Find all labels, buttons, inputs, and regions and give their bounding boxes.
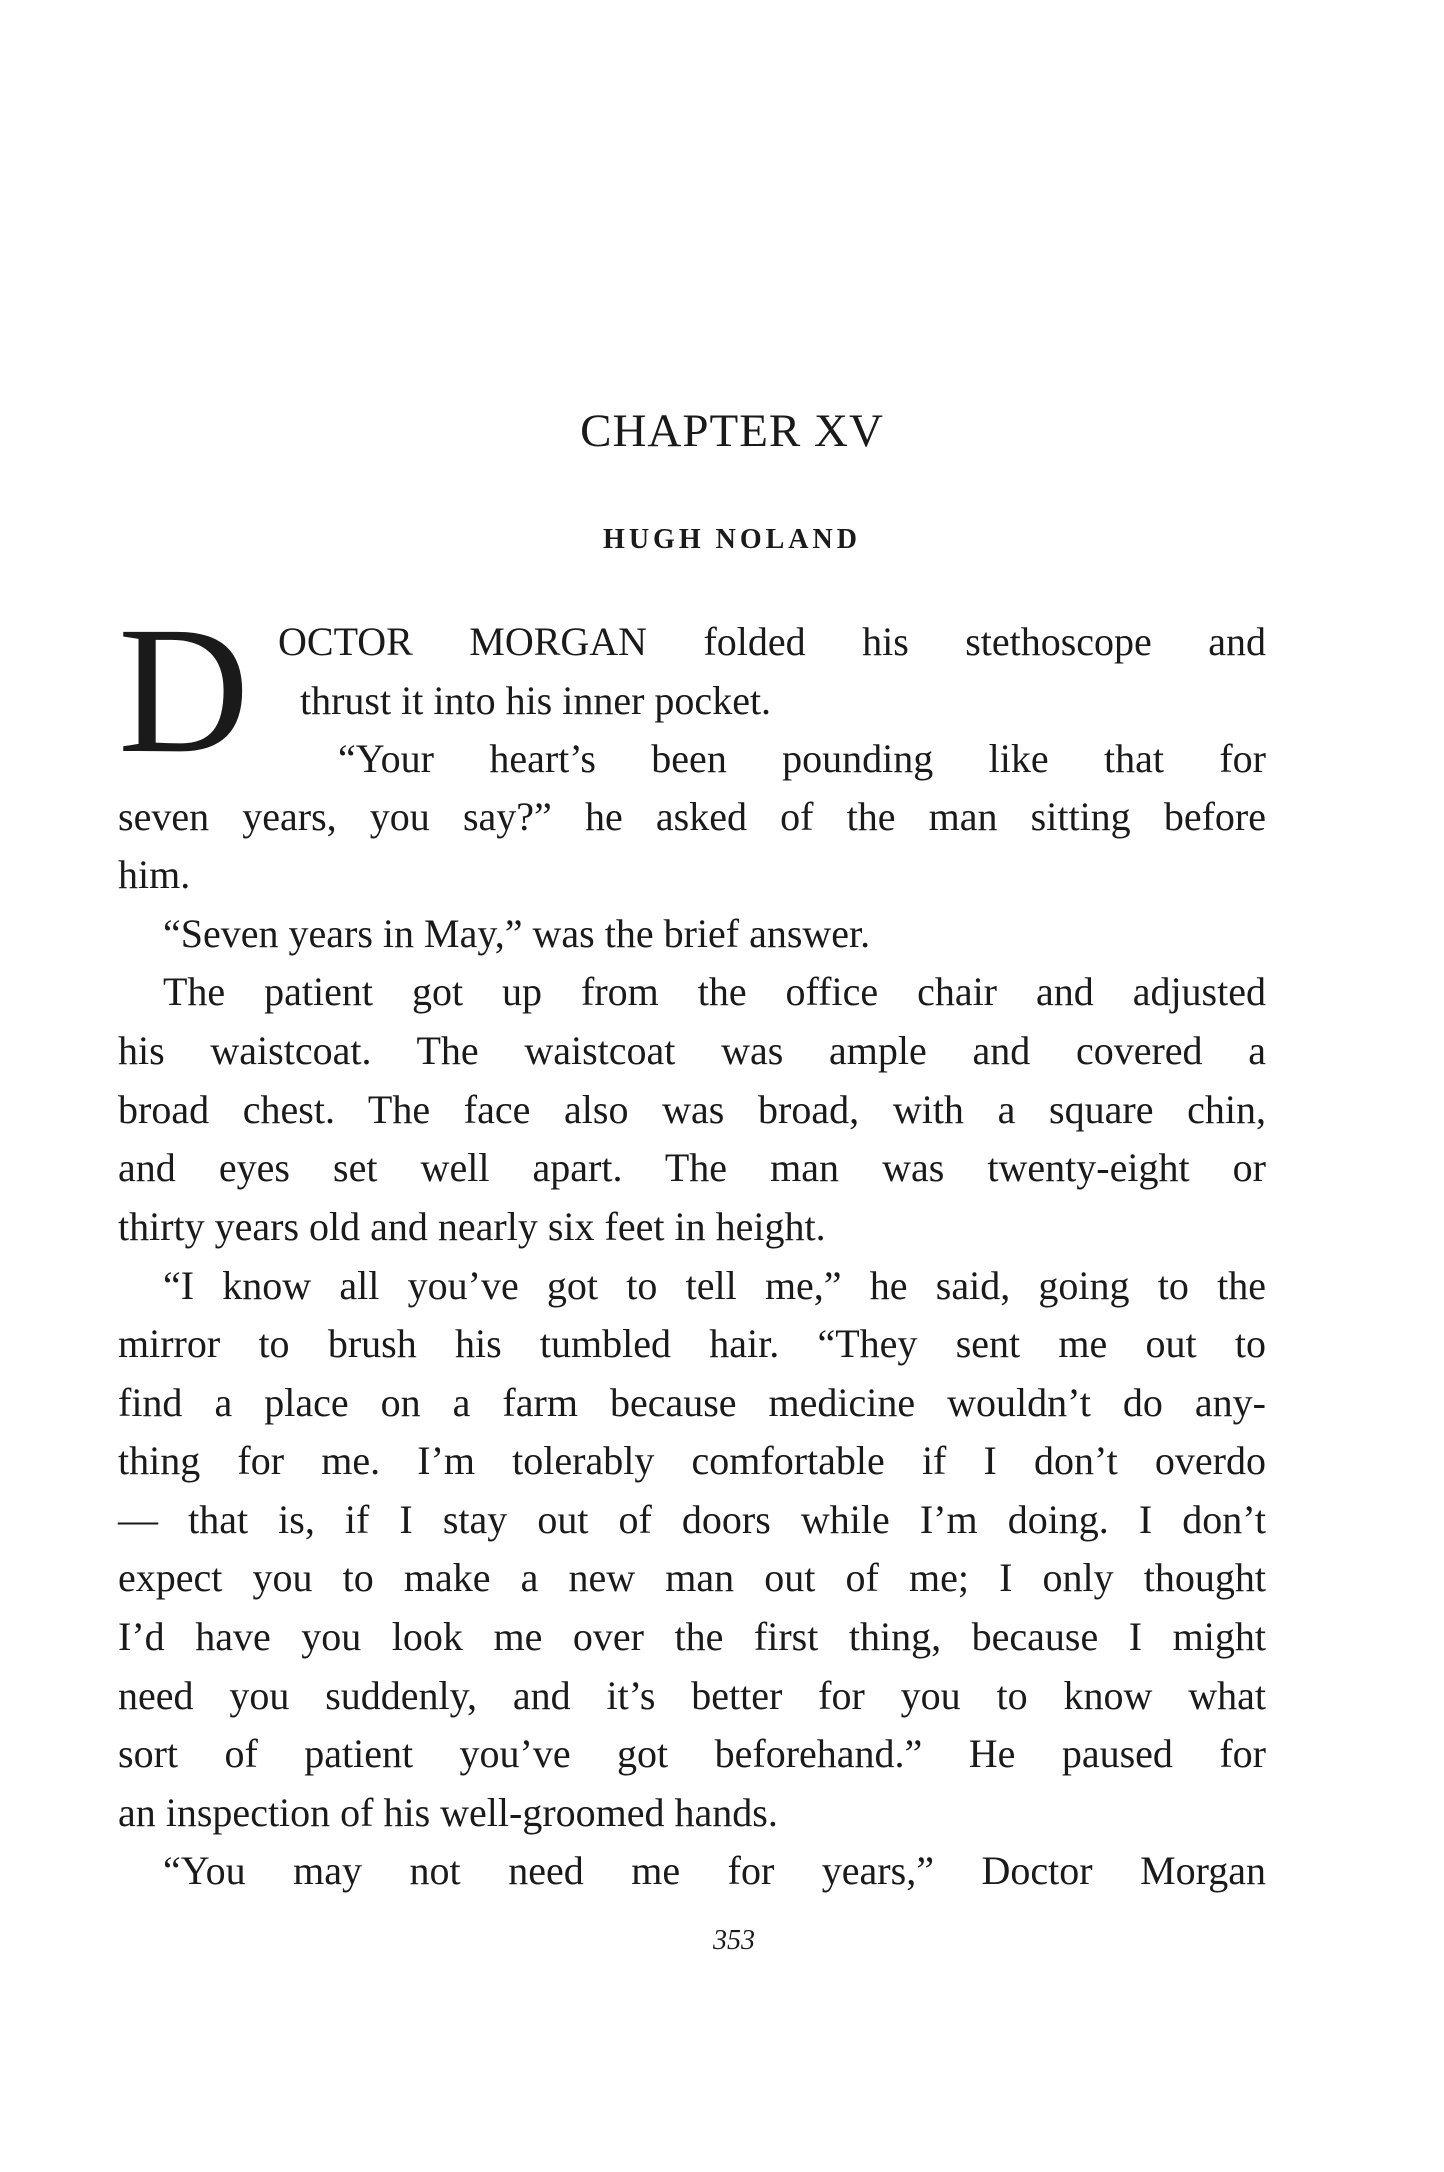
text-line: his waistcoat. The waistcoat was ample and covered a [118,1028,1266,1073]
text-line: I’d have you look me over the first thing, because I might [118,1614,1266,1659]
drop-cap: D [118,590,250,791]
page-number: 353 [713,1925,755,1956]
text-line: and eyes set well apart. The man was twenty-eight or [118,1145,1266,1190]
text-line: “I know all you’ve got to tell me,” he said, going to the [163,1263,1266,1308]
text-line: The patient got up from the office chair and adjusted [163,969,1266,1014]
text-line: need you suddenly, and it’s better for you to know what [118,1673,1266,1718]
text-line: “You may not need me for years,” Doctor Morgan [163,1848,1266,1893]
text-line: sort of patient you’ve got beforehand.” He paused for [118,1731,1266,1776]
text-line: mirror to brush his tumbled hair. “They sent me out to [118,1321,1266,1366]
text-line: — that is, if I stay out of doors while I’m doing. I don’t [118,1497,1266,1542]
text-line: seven years, you say?” he asked of the man sitting before [118,794,1266,839]
text-line: find a place on a farm because medicine wouldn’t do any- [118,1380,1266,1425]
chapter-subtitle: HUGH NOLAND [603,524,861,555]
text-line: an inspection of his well-groomed hands. [118,1790,778,1835]
text-line: expect you to make a new man out of me; I only thought [118,1555,1266,1600]
text-line: “Seven years in May,” was the brief answer. [163,911,871,956]
text-line: “Your heart’s been pounding like that for [338,736,1266,781]
chapter-title: CHAPTER XV [580,405,884,457]
text-line: thirty years old and nearly six feet in height. [118,1204,826,1249]
text-line: thrust it into his inner pocket. [300,678,772,723]
text-line: broad chest. The face also was broad, with a square chin, [118,1087,1266,1132]
text-line: OCTOR MORGAN folded his stethoscope and [278,619,1266,664]
text-line: thing for me. I’m tolerably comfortable if I don’t overdo [118,1438,1266,1483]
text-line: him. [118,852,191,897]
